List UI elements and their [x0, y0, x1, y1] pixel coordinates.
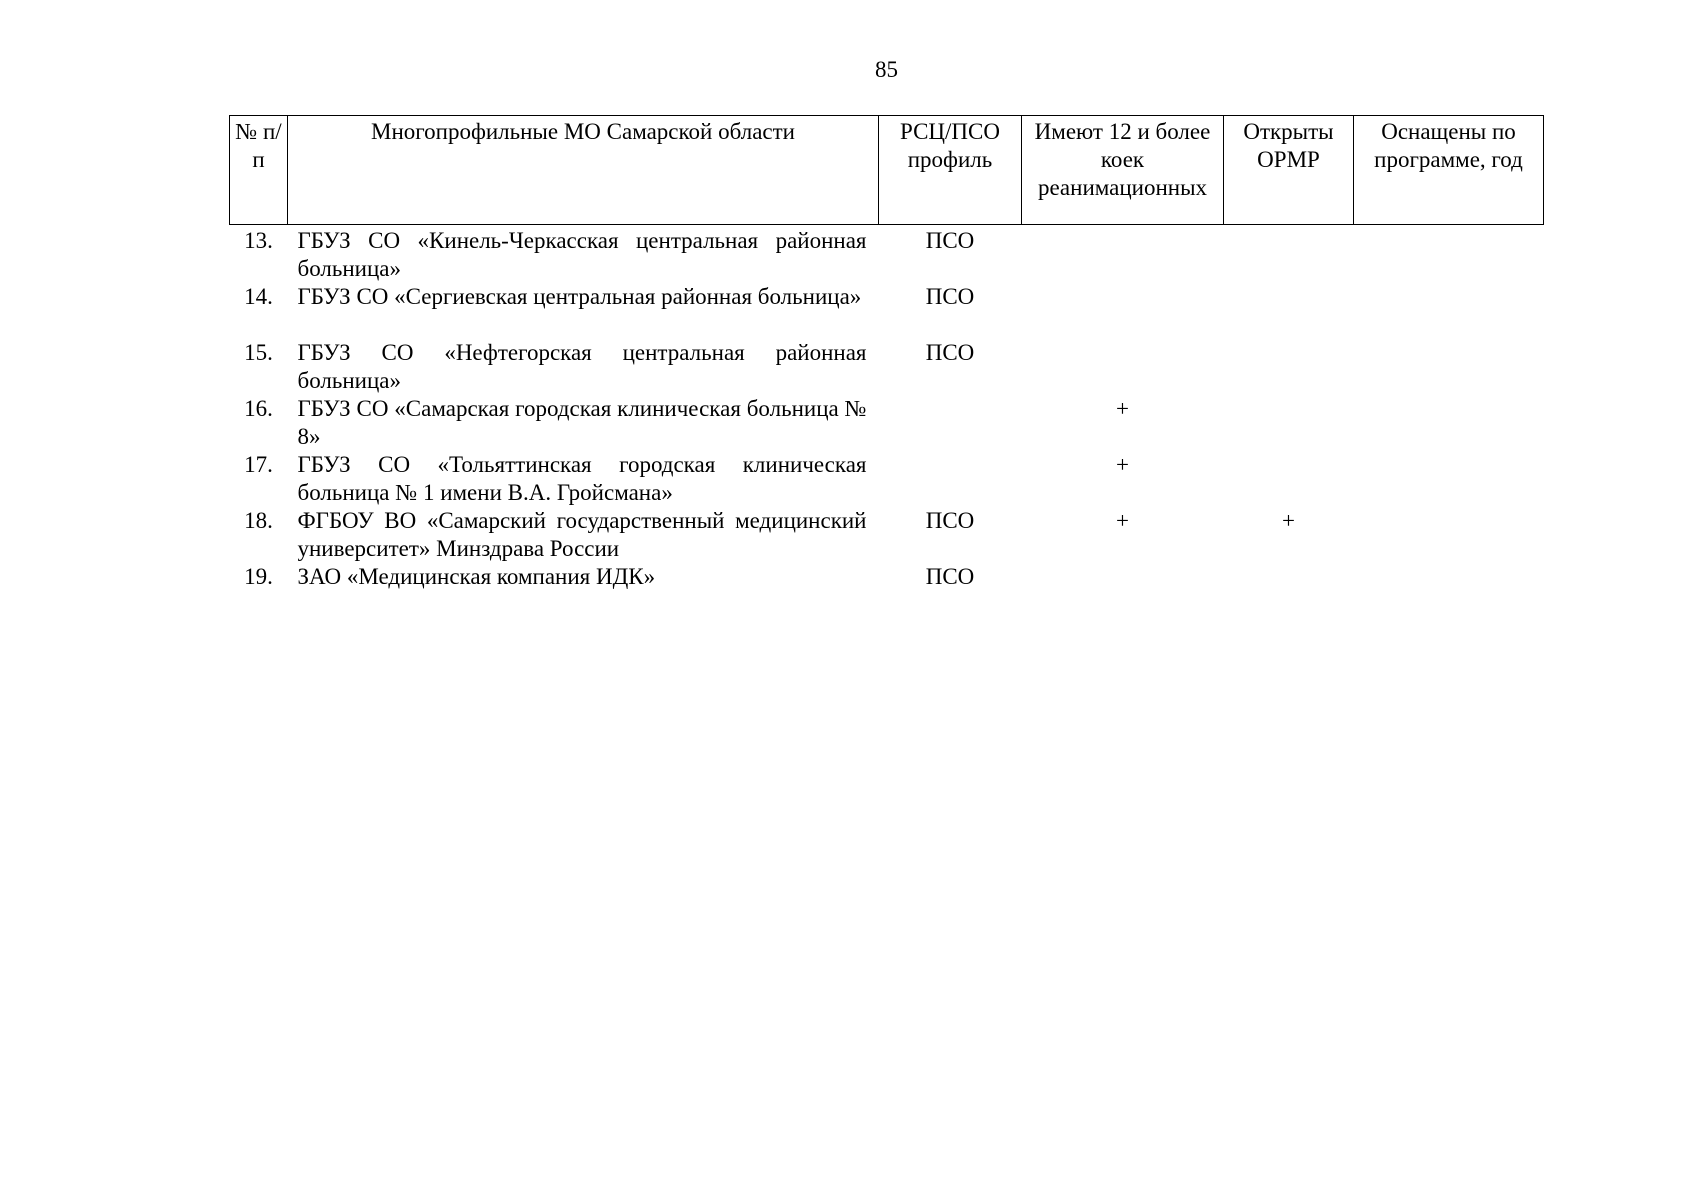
table-row: [230, 395, 1544, 451]
row-profile: ПСО: [925, 564, 975, 589]
row-number: 15.: [244, 340, 273, 365]
table-row: [230, 507, 1544, 563]
row-number: 13.: [244, 228, 273, 253]
header-equipped: Оснащены по программе, год: [1354, 116, 1544, 225]
row-equipped: [1354, 283, 1544, 339]
row-profile: ПСО: [925, 508, 975, 533]
page-number: 85: [875, 57, 898, 82]
row-beds: [1022, 225, 1224, 284]
row-beds: [1022, 563, 1224, 591]
row-profile: [879, 395, 1022, 451]
hospitals-table: [229, 115, 1544, 591]
row-beds: [1022, 283, 1224, 339]
row-equipped: [1354, 451, 1544, 507]
row-beds: +: [1116, 396, 1129, 421]
row-ormr: [1224, 451, 1354, 507]
table-row: [230, 225, 1544, 284]
table-row: [230, 283, 1544, 339]
row-profile: ПСО: [925, 228, 975, 253]
row-number: 17.: [244, 452, 273, 477]
row-equipped: [1354, 339, 1544, 395]
row-ormr: [1224, 225, 1354, 284]
row-beds: [1022, 339, 1224, 395]
table-header-row: [230, 116, 1544, 225]
row-ormr: [1224, 339, 1354, 395]
row-ormr: [1224, 395, 1354, 451]
row-profile: ПСО: [925, 340, 975, 365]
table-row: [230, 339, 1544, 395]
row-profile: [879, 451, 1022, 507]
table-row: [230, 451, 1544, 507]
row-name: ЗАО «Медицинская компания ИДК»: [297, 564, 656, 589]
row-name: ГБУЗ СО «Кинель-Черкасская центральная районная больница»: [297, 228, 867, 281]
row-name: ГБУЗ СО «Тольяттинская городская клиническая больница № 1 имени В.А. Гройсмана»: [297, 452, 867, 505]
row-ormr: +: [1282, 508, 1295, 533]
table-row: [230, 563, 1544, 591]
row-number: 14.: [244, 284, 273, 309]
row-number: 19.: [244, 564, 273, 589]
row-beds: +: [1116, 452, 1129, 477]
row-profile: ПСО: [925, 284, 975, 309]
row-name: ГБУЗ СО «Нефтегорская центральная районная больница»: [297, 340, 867, 393]
row-name: ГБУЗ СО «Самарская городская клиническая больница № 8»: [297, 396, 867, 449]
header-name: Многопрофильные МО Самарской области: [288, 116, 879, 225]
row-equipped: [1354, 507, 1544, 563]
header-beds: Имеют 12 и более коек реанимационных: [1022, 116, 1224, 225]
row-name: ФГБОУ ВО «Самарский государственный медицинский университет» Минздрава России: [297, 508, 867, 561]
row-number: 18.: [244, 508, 273, 533]
header-ormr: Открыты ОРМР: [1224, 116, 1354, 225]
row-number: 16.: [244, 396, 273, 421]
row-equipped: [1354, 395, 1544, 451]
header-profile: РСЦ/ПСО профиль: [879, 116, 1022, 225]
table-body: [230, 225, 1544, 592]
table-header: [230, 116, 1544, 225]
row-name: ГБУЗ СО «Сергиевская центральная районная больница»: [297, 284, 862, 309]
row-equipped: [1354, 563, 1544, 591]
row-ormr: [1224, 283, 1354, 339]
row-beds: +: [1116, 508, 1129, 533]
header-num: № п/п: [230, 116, 288, 225]
row-equipped: [1354, 225, 1544, 284]
row-ormr: [1224, 563, 1354, 591]
